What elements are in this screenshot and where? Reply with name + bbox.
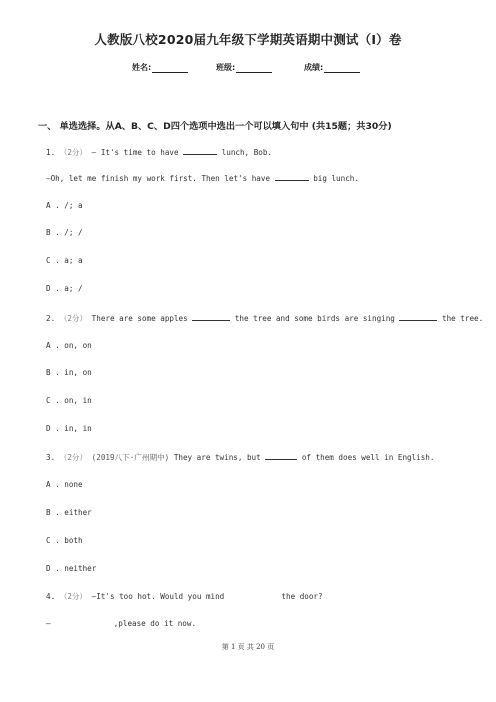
option-b[interactable]: B . in, on [46, 368, 92, 377]
answer-blank [183, 148, 217, 155]
name-label: 姓名: [132, 63, 152, 72]
question-text: the tree and some birds are singing [234, 314, 395, 323]
question-2 [46, 313, 483, 324]
class-label: 班级: [216, 63, 236, 72]
answer-blank [399, 314, 437, 321]
question-text: the door? [281, 592, 323, 601]
question-text: the tree. [442, 314, 484, 323]
question-3 [46, 452, 434, 463]
section-heading: 一、 单选选择。从A、B、C、D四个选项中选出一个可以填入句中 (共15题；共30分) [38, 121, 392, 132]
option-a[interactable]: A . on, on [46, 341, 92, 350]
question-text: — It's time to have [91, 148, 179, 157]
question-text: They are twins, but [173, 453, 261, 462]
question-text: ,please do it now. [113, 619, 197, 628]
option-b[interactable]: B . either [46, 508, 92, 517]
answer-blank [275, 174, 309, 181]
question-number: 2. [46, 314, 56, 323]
option-b[interactable]: B . /; / [46, 228, 83, 237]
question-4-line-2 [46, 619, 196, 628]
question-score: （2分） [59, 592, 88, 601]
question-text: of them does well in English. [301, 453, 435, 462]
score-blank [324, 64, 360, 73]
answer-blank [265, 453, 297, 460]
question-number: 4. [46, 592, 56, 601]
option-d[interactable]: D . a; / [46, 284, 83, 293]
question-text: — [46, 619, 51, 628]
question-number: 3. [46, 453, 56, 462]
option-d[interactable]: D . in, in [46, 424, 92, 433]
question-text: —Oh, let me finish my work first. Then let's have [46, 174, 271, 183]
question-text: big lunch. [313, 174, 359, 183]
option-a[interactable]: A . /; a [46, 201, 83, 210]
question-text: —It's too hot. Would you mind [91, 592, 225, 601]
question-1 [46, 147, 272, 158]
score-field [304, 62, 360, 73]
page-title: 人教版八校2020届九年级下学期英语期中测试（I）卷 [94, 32, 402, 47]
question-number: 1. [46, 148, 56, 157]
question-4 [46, 591, 323, 602]
question-1-line-2 [46, 174, 359, 183]
question-text: There are some apples [91, 314, 188, 323]
question-score: （2分） [59, 314, 88, 323]
name-blank [152, 64, 188, 73]
question-source: (2019八下·广州期中) [91, 453, 170, 462]
option-c[interactable]: C . a; a [46, 256, 83, 265]
question-score: （2分） [59, 148, 88, 157]
score-label: 成绩: [304, 63, 324, 72]
answer-blank [192, 314, 230, 321]
page-footer: 第 1 页 共 20 页 [221, 643, 275, 651]
question-score: （2分） [59, 453, 88, 462]
option-c[interactable]: C . on, in [46, 396, 92, 405]
name-field [132, 62, 188, 73]
class-blank [236, 64, 272, 73]
option-c[interactable]: C . both [46, 536, 83, 545]
class-field [216, 62, 272, 73]
question-text: lunch, Bob. [221, 148, 272, 157]
option-d[interactable]: D . neither [46, 564, 97, 573]
option-a[interactable]: A . none [46, 480, 83, 489]
